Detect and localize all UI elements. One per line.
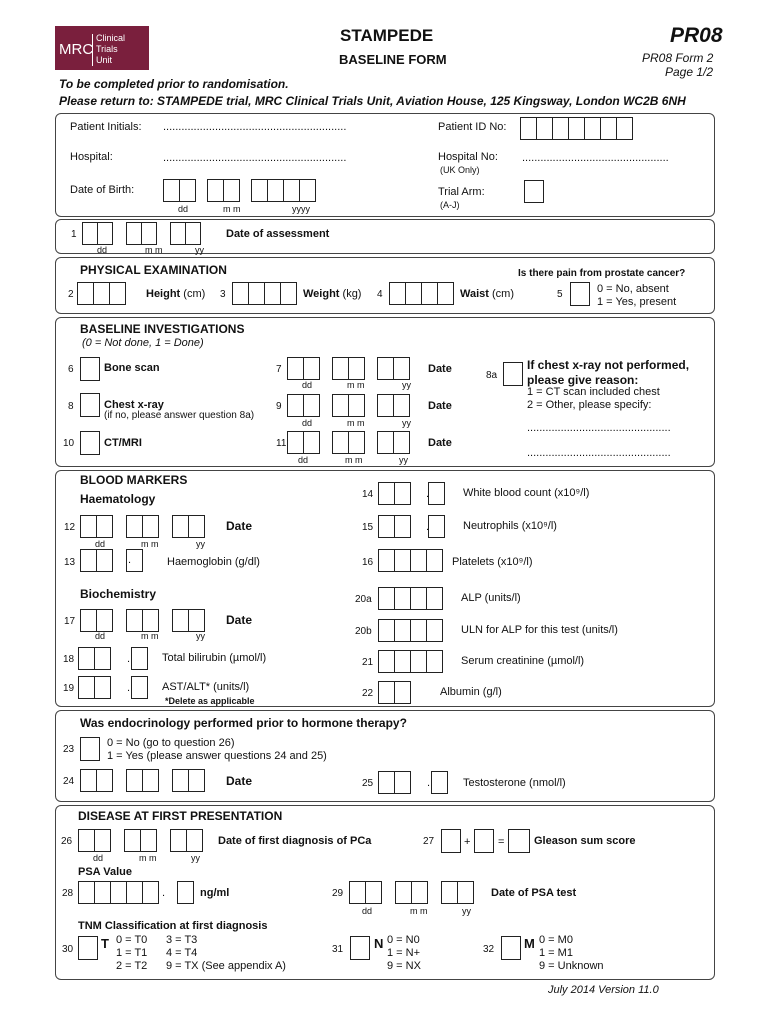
n-letter: N (374, 936, 384, 951)
q1-yy: yy (195, 245, 204, 255)
m-option-1: 1 = M1 (539, 947, 573, 959)
n-stage-box[interactable] (350, 936, 370, 960)
q26-mm: m m (139, 853, 157, 863)
bone-scan-box[interactable] (80, 357, 100, 381)
q12-number: 12 (64, 522, 76, 533)
blood-title: BLOOD MARKERS (80, 473, 188, 487)
q7-dd: dd (302, 380, 313, 390)
q5-number: 5 (557, 289, 563, 300)
reason-specify-line-1[interactable]: ............................................... (527, 422, 671, 434)
n-option-x: 9 = NX (387, 960, 421, 972)
q30-number: 30 (62, 944, 74, 955)
assessment-date-label: Date of assessment (226, 228, 330, 240)
m-option-0: 0 = M0 (539, 934, 573, 946)
note-line-2: Please return to: STAMPEDE trial, MRC Clinical Trials Unit, Aviation House, 125 Kingsway, London WC2B 6NH (59, 94, 686, 108)
t-option-1: 1 = T1 (116, 947, 148, 959)
reason-heading-1: If chest x-ray not performed, (527, 358, 690, 372)
form-subtitle: BASELINE FORM (339, 52, 447, 67)
psa-unit-label: ng/ml (200, 887, 230, 899)
gleason-primary-box[interactable] (441, 829, 461, 853)
q31-number: 31 (332, 944, 344, 955)
q28-number: 28 (62, 888, 74, 899)
uk-only-note: (UK Only) (440, 165, 480, 175)
dob-dd: dd (178, 204, 189, 214)
logo-line3: Unit (96, 55, 113, 65)
delete-note: *Delete as applicable (165, 696, 255, 706)
weight-label: Weight (kg) (303, 288, 362, 300)
albumin-label: Albumin (g/l) (440, 686, 502, 698)
hospital-label: Hospital: (70, 151, 113, 163)
testosterone-label: Testosterone (nmol/l) (463, 777, 566, 789)
q17-yy: yy (196, 631, 205, 641)
chest-xray-label: Chest x-ray (104, 399, 164, 411)
ct-mri-date-boxes[interactable] (287, 431, 409, 454)
pain-box[interactable] (570, 282, 590, 306)
reason-heading-2: please give reason: (527, 373, 639, 387)
physical-title: PHYSICAL EXAMINATION (80, 263, 227, 277)
trial-arm-label: Trial Arm: (438, 186, 485, 198)
baseline-legend: (0 = Not done, 1 = Done) (82, 337, 204, 349)
reason-specify-line-2[interactable]: ............................................... (527, 447, 671, 459)
q14-number: 14 (362, 489, 374, 500)
q11-yy: yy (399, 455, 408, 465)
albumin-boxes[interactable] (378, 681, 410, 704)
diagnosis-date-label: Date of first diagnosis of PCa (218, 835, 372, 847)
t-stage-box[interactable] (78, 936, 98, 960)
q7-mm: m m (347, 380, 365, 390)
q3-number: 3 (220, 289, 226, 300)
q12-yy: yy (196, 539, 205, 549)
endo-option-0: 0 = No (go to question 26) (107, 737, 235, 749)
hospital-field[interactable]: ............................................................ (163, 152, 347, 164)
q7-number: 7 (276, 364, 282, 375)
t-option-0: 0 = T0 (116, 934, 148, 946)
q27-number: 27 (423, 836, 435, 847)
q19-decimal: . (127, 682, 131, 694)
dob-yyyy: yyyy (292, 204, 310, 214)
q11-date-label: Date (428, 437, 452, 449)
q8-number: 8 (68, 401, 74, 412)
q7-yy: yy (402, 380, 411, 390)
t-option-x: 9 = TX (See appendix A) (166, 960, 286, 972)
n-option-0: 0 = N0 (387, 934, 420, 946)
n-option-1: 1 = N+ (387, 947, 421, 959)
bilirubin-boxes[interactable] (78, 647, 147, 670)
q26-dd: dd (93, 853, 104, 863)
waist-boxes[interactable] (389, 282, 453, 305)
endo-option-1: 1 = Yes (please answer questions 24 and 25) (107, 750, 327, 762)
wbc-boxes[interactable] (378, 482, 444, 505)
q12-mm: m m (141, 539, 159, 549)
uln-alp-label: ULN for ALP for this test (units/l) (461, 624, 618, 636)
pain-option-1: 1 = Yes, present (597, 296, 677, 308)
ct-mri-label: CT/MRI (104, 437, 142, 449)
q23-number: 23 (63, 744, 75, 755)
q26-yy: yy (191, 853, 200, 863)
q1-dd: dd (97, 245, 108, 255)
q7-date-label: Date (428, 363, 452, 375)
q13-number: 13 (64, 557, 76, 568)
neutrophils-boxes[interactable] (378, 515, 444, 538)
q8a-number: 8a (486, 370, 498, 381)
q20a-number: 20a (355, 594, 372, 605)
creatinine-label: Serum creatinine (µmol/l) (461, 655, 585, 667)
q14-decimal: . (426, 488, 430, 500)
q18-decimal: . (127, 653, 131, 665)
uln-alp-boxes[interactable] (378, 619, 442, 642)
endocrinology-box[interactable] (80, 737, 100, 761)
diagnosis-date-boxes[interactable] (78, 829, 202, 852)
q1-number: 1 (71, 229, 77, 240)
q17-mm: m m (141, 631, 159, 641)
form-code: PR08 (670, 24, 723, 47)
form-number: PR08 Form 2 (642, 51, 714, 65)
q25-number: 25 (362, 778, 374, 789)
q22-number: 22 (362, 688, 374, 699)
q28-decimal: . (162, 887, 166, 899)
alp-boxes[interactable] (378, 587, 442, 610)
q29-yy: yy (462, 906, 471, 916)
gleason-equals: = (498, 836, 505, 848)
q11-dd: dd (298, 455, 309, 465)
disease-title: DISEASE AT FIRST PRESENTATION (78, 809, 283, 823)
mrc-logo (55, 26, 149, 70)
q20b-number: 20b (355, 626, 372, 637)
height-label: Height (cm) (146, 288, 206, 300)
form-title: STAMPEDE (340, 26, 434, 45)
q19-number: 19 (63, 683, 75, 694)
page-number: Page 1/2 (665, 65, 714, 79)
q26-number: 26 (61, 836, 73, 847)
q9-date-label: Date (428, 400, 452, 412)
patient-initials-label: Patient Initials: (70, 121, 142, 133)
q11-number: 11 (276, 438, 287, 449)
q15-number: 15 (362, 522, 374, 533)
q17-date-label: Date (226, 613, 253, 627)
psa-value-boxes[interactable] (78, 881, 193, 904)
neutrophils-label: Neutrophils (x10⁹/l) (463, 520, 557, 532)
bone-scan-label: Bone scan (104, 362, 160, 374)
q13-decimal: . (128, 554, 132, 566)
ct-mri-box[interactable] (80, 431, 100, 455)
haematology-title: Haematology (80, 492, 156, 506)
waist-label: Waist (cm) (460, 288, 514, 300)
q29-mm: m m (410, 906, 428, 916)
dob-boxes[interactable] (163, 179, 315, 202)
patient-initials-field[interactable]: ............................................................ (163, 121, 347, 133)
m-option-x: 9 = Unknown (539, 960, 604, 972)
q4-number: 4 (377, 289, 383, 300)
q24-number: 24 (63, 776, 75, 787)
q17-dd: dd (95, 631, 106, 641)
t-option-4: 4 = T4 (166, 947, 198, 959)
gleason-label: Gleason sum score (534, 835, 636, 847)
q29-number: 29 (332, 888, 344, 899)
hospital-no-field[interactable]: ................................................ (522, 152, 669, 164)
reason-option-1: 1 = CT scan included chest (527, 386, 660, 398)
q21-number: 21 (362, 657, 374, 668)
t-letter: T (101, 936, 109, 951)
haem-date-boxes[interactable] (80, 515, 204, 538)
wbc-label: White blood count (x10⁹/l) (463, 487, 590, 499)
platelets-boxes[interactable] (378, 549, 442, 572)
platelets-label: Platelets (x10⁹/l) (452, 556, 533, 568)
chest-xray-date-boxes[interactable] (287, 394, 409, 417)
q2-number: 2 (68, 289, 74, 300)
gleason-secondary-box[interactable] (474, 829, 494, 853)
q12-dd: dd (95, 539, 106, 549)
logo-line2: Trials (96, 44, 118, 54)
ast-alt-label: AST/ALT* (units/l) (162, 681, 250, 693)
pain-question: Is there pain from prostate cancer? (518, 268, 686, 279)
q11-mm: m m (345, 455, 363, 465)
q9-dd: dd (302, 418, 313, 428)
q25-decimal: . (427, 777, 431, 789)
haemoglobin-boxes[interactable] (80, 549, 142, 572)
q1-mm: m m (145, 245, 163, 255)
tnm-title: TNM Classification at first diagnosis (78, 920, 268, 932)
dob-mm: m m (223, 204, 241, 214)
dob-label: Date of Birth: (70, 184, 135, 196)
m-stage-box[interactable] (501, 936, 521, 960)
q9-number: 9 (276, 401, 282, 412)
creatinine-boxes[interactable] (378, 650, 442, 673)
alp-label: ALP (units/l) (461, 592, 521, 604)
weight-boxes[interactable] (232, 282, 296, 305)
endo-date-boxes[interactable] (80, 769, 204, 792)
chest-xray-reason-box[interactable] (503, 362, 523, 386)
q16-number: 16 (362, 557, 374, 568)
chest-xray-box[interactable] (80, 393, 100, 417)
psa-date-label: Date of PSA test (491, 887, 577, 899)
chest-xray-note: (if no, please answer question 8a) (104, 410, 255, 421)
q24-date-label: Date (226, 774, 253, 788)
psa-title: PSA Value (78, 866, 133, 878)
patient-id-boxes[interactable] (520, 117, 632, 140)
logo-line1: Clinical (96, 33, 126, 43)
q9-yy: yy (402, 418, 411, 428)
psa-date-boxes[interactable] (349, 881, 473, 904)
q9-mm: m m (347, 418, 365, 428)
assessment-date-boxes[interactable] (82, 222, 200, 245)
reason-option-2: 2 = Other, please specify: (527, 399, 652, 411)
testosterone-boxes[interactable] (378, 771, 447, 794)
q18-number: 18 (63, 654, 75, 665)
endocrinology-question: Was endocrinology performed prior to hormone therapy? (80, 716, 407, 730)
t-option-3: 3 = T3 (166, 934, 198, 946)
trial-arm-box[interactable] (524, 180, 544, 203)
bio-date-boxes[interactable] (80, 609, 204, 632)
q15-decimal: . (426, 521, 430, 533)
trial-arm-range: (A-J) (440, 200, 460, 210)
q10-number: 10 (63, 438, 75, 449)
ast-alt-boxes[interactable] (78, 676, 147, 699)
gleason-plus: + (464, 836, 471, 848)
hospital-no-label: Hospital No: (438, 151, 498, 163)
t-option-2: 2 = T2 (116, 960, 148, 972)
bilirubin-label: Total bilirubin (µmol/l) (162, 652, 267, 664)
bone-scan-date-boxes[interactable] (287, 357, 409, 380)
patient-id-label: Patient ID No: (438, 121, 507, 133)
pain-option-0: 0 = No, absent (597, 283, 669, 295)
note-line-1: To be completed prior to randomisation. (59, 77, 289, 91)
baseline-title: BASELINE INVESTIGATIONS (80, 322, 245, 336)
q12-date-label: Date (226, 519, 253, 533)
logo-mrc: MRC (59, 41, 94, 58)
biochemistry-title: Biochemistry (80, 587, 157, 601)
height-boxes[interactable] (77, 282, 125, 305)
q29-dd: dd (362, 906, 373, 916)
q17-number: 17 (64, 616, 76, 627)
gleason-sum-box[interactable] (508, 829, 530, 853)
version-footer: July 2014 Version 11.0 (548, 984, 659, 996)
q6-number: 6 (68, 364, 74, 375)
q32-number: 32 (483, 944, 495, 955)
haemoglobin-label: Haemoglobin (g/dl) (167, 556, 260, 568)
m-letter: M (524, 936, 535, 951)
